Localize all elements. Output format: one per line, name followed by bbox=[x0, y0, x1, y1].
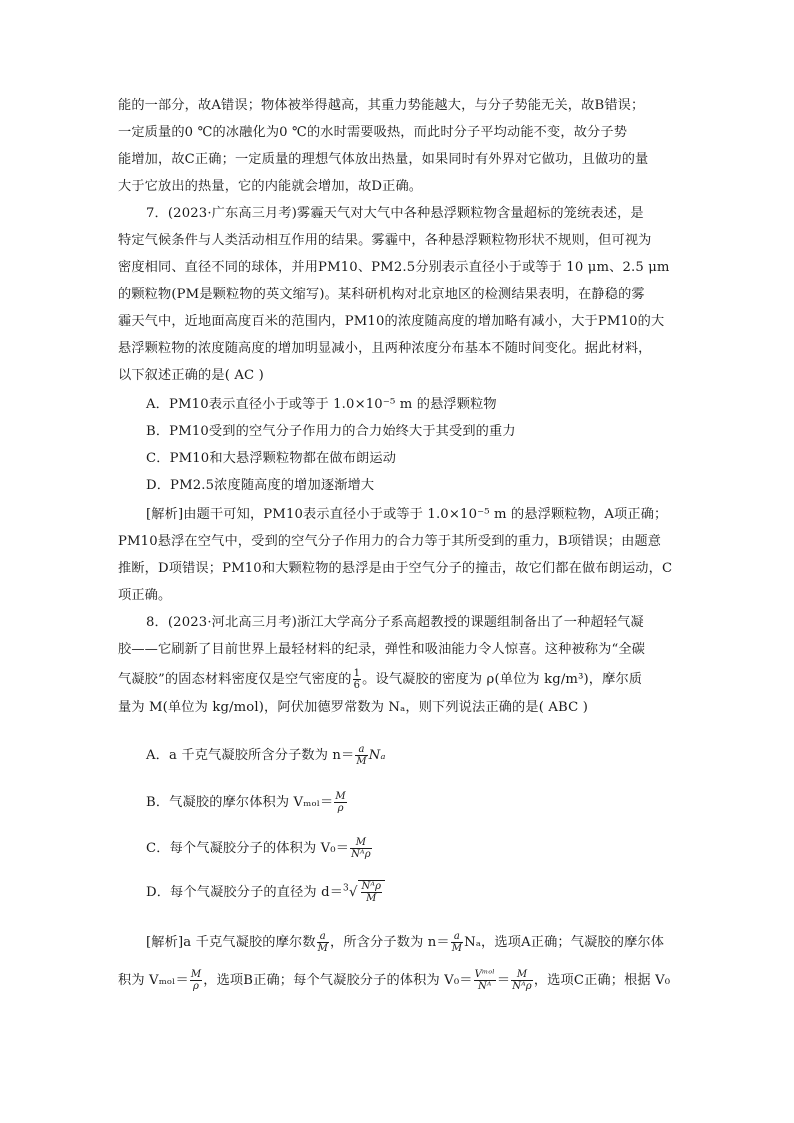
fraction: $\frac{a}{M}$ bbox=[317, 931, 329, 954]
text-line: 大于它放出的热量，它的内能就会增加，故D正确。 bbox=[118, 179, 423, 194]
q8-analysis: [解析]a 千克气凝胶的摩尔数 $\frac{a}{M}$ ，所含分子数为 n＝ $\frac{a}{M}$ Nₐ，选项A正确；气凝胶的摩尔体 bbox=[146, 931, 665, 954]
text-line: 密度相同、直径不同的球体，并用PM10、PM2.5分别表示直径小于或等于 10 μm、2.5 μm bbox=[118, 260, 670, 275]
fraction: $\frac{a}{M}$ bbox=[356, 744, 367, 767]
text-segment: 。设气凝胶的密度为 ρ(单位为 kg/m³)，摩尔质 bbox=[362, 672, 643, 687]
text-line bbox=[118, 668, 678, 691]
text-line: 以下叙述正确的是( AC ) bbox=[118, 368, 264, 383]
radical-sign: √ bbox=[348, 885, 358, 900]
fraction: $\frac{M}{\rho}$ bbox=[335, 791, 346, 814]
text-line: PM10悬浮在空气中，受到的空气分子作用力的合力等于其所受到的重力，B项错误；由题意 bbox=[118, 534, 662, 549]
root-index: 3 bbox=[343, 883, 349, 894]
text-line: 积为 Vₘₒₗ＝ $\frac{M}{\rho}$ ，选项B正确；每个气凝胶分子的体积为 V₀＝ $\frac{\text{Vᵐᵒˡ}}{\text{Nᴬ}}$ ＝ $\frac{M}{\text{Nᴬρ}}$ ，选项C正确；根据 V₀ bbox=[118, 969, 671, 992]
text-line: 悬浮颗粒物的浓度随高度的增加明显减小，且两种浓度分布基本不随时间变化。据此材料， bbox=[118, 341, 652, 356]
q8-option-b: B．气凝胶的摩尔体积为 Vₘₒₗ＝ $\frac{M}{\rho}$ bbox=[146, 791, 346, 814]
text-line: 量为 M(单位为 kg/mol)，阿伏加德罗常数为 Nₐ，则下列说法正确的是( ABC ) bbox=[118, 700, 589, 715]
fraction: $\frac{M}{\text{Nᴬρ}}$ bbox=[512, 969, 532, 992]
q7-option-b: B．PM10受到的空气分子作用力的合力始终大于其受到的重力 bbox=[146, 424, 516, 439]
fraction: $\frac{M}{\rho}$ bbox=[190, 969, 202, 992]
fraction: $\frac{\text{Vᵐᵒˡ}}{\text{Nᴬ}}$ bbox=[474, 969, 495, 992]
q7-analysis: [解析]由题干可知，PM10表示直径小于或等于 1.0×10⁻⁵ m 的悬浮颗粒物，A项正确； bbox=[146, 507, 668, 522]
radicand: $\frac{\text{Nᴬρ}}{M}$ bbox=[358, 880, 386, 904]
text-line: 特定气候条件与人类活动相互作用的结果。雾霾中，各种悬浮颗粒物形状不规则，但可视为 bbox=[118, 233, 652, 248]
text-line: 推断，D项错误；PM10和大颗粒物的悬浮是由于空气分子的撞击，故它们都在做布朗运动，C bbox=[118, 561, 673, 576]
text-line: 能的一部分，故A错误；物体被举得越高，其重力势能越大，与分子势能无关，故B错误； bbox=[118, 98, 645, 113]
q7-option-a: A．PM10表示直径小于或等于 1.0×10⁻⁵ m 的悬浮颗粒物 bbox=[146, 397, 497, 412]
text-line: 霾天气中，近地面高度百米的范围内，PM10的浓度随高度的增加略有减小，大于PM10的大 bbox=[118, 314, 665, 329]
q8-option-a: A．a 千克气凝胶所含分子数为 n＝ $\frac{a}{M}$ Nₐ bbox=[146, 744, 386, 767]
question-7-stem: 7．(2023·广东高三月考)雾霾天气对大气中各种悬浮颗粒物含量超标的笼统表述，是 bbox=[146, 206, 644, 221]
q7-option-d: D．PM2.5浓度随高度的增加逐渐增大 bbox=[146, 478, 375, 493]
fraction: $\frac{a}{M}$ bbox=[451, 931, 463, 954]
text-line: 项正确。 bbox=[118, 588, 172, 603]
text-line: 胶——它刷新了目前世界上最轻材料的纪录，弹性和吸油能力令人惊喜。这种被称为“全碳 bbox=[118, 642, 646, 657]
text-line: 的颗粒物(PM是颗粒物的英文缩写)。某科研机构对北京地区的检测结果表明，在静稳的雾 bbox=[118, 287, 645, 302]
text-line: 能增加，故C正确；一定质量的理想气体放出热量，如果同时有外界对它做功，且做功的量 bbox=[118, 152, 649, 167]
fraction: $\frac{1}{6}$ bbox=[353, 668, 361, 691]
q7-option-c: C．PM10和大悬浮颗粒物都在做布朗运动 bbox=[146, 451, 397, 466]
fraction: $\frac{M}{\text{Nᴬρ}}$ bbox=[351, 837, 371, 860]
text-line: 一定质量的0 ℃的冰融化为0 ℃的水时需要吸热，而此时分子平均动能不变，故分子势 bbox=[118, 125, 628, 140]
text-segment: 气凝胶”的固态材料密度仅是空气密度的 bbox=[118, 672, 352, 687]
question-8-stem: 8．(2023·河北高三月考)浙江大学高分子系高超教授的课题组制备出了一种超轻气凝 bbox=[146, 615, 644, 630]
q8-option-d: D．每个气凝胶分子的直径为 d＝$^3$√ $\frac{\text{Nᴬρ}}{M}$ bbox=[146, 880, 706, 904]
q8-option-c: C．每个气凝胶分子的体积为 V₀＝ $\frac{M}{\text{Nᴬρ}}$ bbox=[146, 837, 371, 860]
